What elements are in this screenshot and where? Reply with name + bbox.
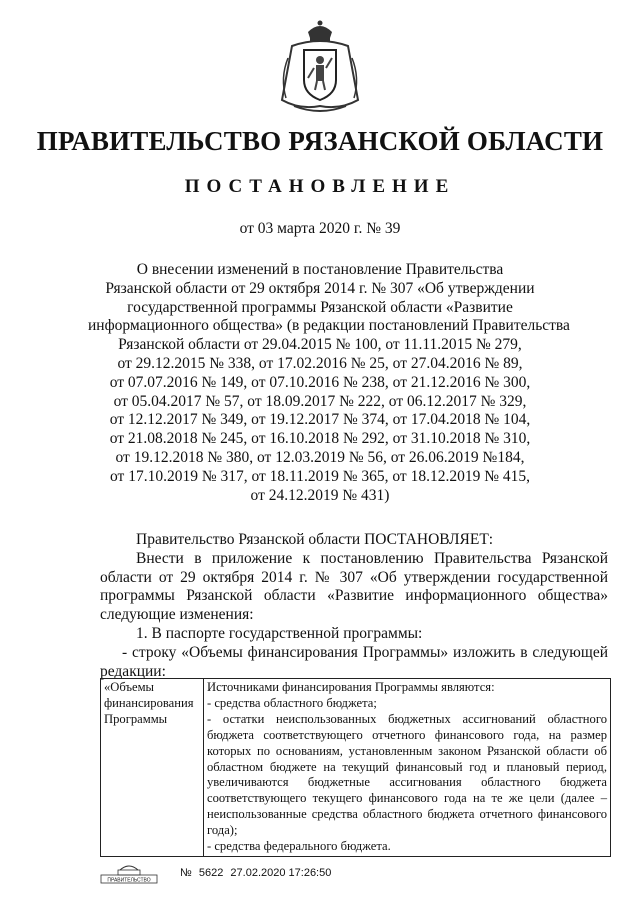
- subject-line: от 07.07.2016 № 149, от 07.10.2016 № 238, от 21.12.2016 № 300,: [109, 373, 531, 391]
- subject-line: информационного общества» (в редакции постановлений Правительства: [88, 317, 570, 335]
- registration-datetime: 27.02.2020 17:26:50: [230, 867, 332, 879]
- document-date-number: от 03 марта 2020 г. № 39: [239, 220, 401, 237]
- intro-paragraph: Внести в приложение к постановлению Правительства Рязанской области от 29 октября 2014 г. № 307 «Об утверждении государственной программы Рязанской области «Развитие информационного общества» следующие изменения:: [100, 550, 608, 623]
- item-1-instruction: - строку «Объемы финансирования Программы» изложить в следующей редакции:: [100, 644, 608, 680]
- subject-line: от 21.08.2018 № 245, от 16.10.2018 № 292, от 31.10.2018 № 310,: [109, 430, 531, 448]
- subject-line: Рязанской области от 29.04.2015 № 100, от 11.11.2015 № 279,: [118, 336, 522, 354]
- subject-line: от 05.04.2017 № 57, от 18.09.2017 № 222, от 06.12.2017 № 329,: [113, 392, 527, 410]
- content-line: - остатки неиспользованных бюджетных ассигнований областного бюджета соответствующего отчетного финансового года, на размер которых по основаниям, установленным законом Рязанской области об областном бюджете на текущий финансовый год и плановый период, увеличиваются бюджетные ассигнования областного бюджета соответствующего текущего финансового года на те же цели (далее – неиспользованные средства областного бюджета отчетного финансового года);: [207, 711, 607, 838]
- coat-of-arms-icon: [270, 18, 370, 118]
- label-line: Программы: [104, 711, 168, 726]
- decree-statement: Правительство Рязанской области ПОСТАНОВЛЯЕТ:: [136, 531, 494, 548]
- subject-line: государственной программы Рязанской области «Развитие: [127, 298, 513, 316]
- subject-line: Рязанской области от 29 октября 2014 г. № 307 «Об утверждении: [105, 279, 535, 297]
- financing-table: [100, 678, 611, 857]
- registration-number: 5622: [198, 867, 224, 879]
- document-subject: [88, 261, 570, 505]
- content-line: - средства областного бюджета;: [207, 695, 377, 710]
- subject-line: от 19.12.2018 № 380, от 12.03.2019 № 56, от 26.06.2019 №184,: [115, 448, 525, 466]
- table-cell-content: [204, 679, 611, 857]
- content-line: - средства федерального бюджета.: [207, 839, 391, 854]
- subject-line: от 17.10.2019 № 317, от 18.11.2019 № 365, от 18.12.2019 № 415,: [110, 467, 530, 485]
- label-line: финансирования: [104, 695, 194, 710]
- registry-stamp-icon: [100, 862, 158, 884]
- subject-line: от 12.12.2017 № 349, от 19.12.2017 № 374, от 17.04.2018 № 104,: [109, 411, 531, 429]
- document-type: ПОСТАНОВЛЕНИЕ: [184, 176, 456, 197]
- registration-info: [180, 867, 335, 879]
- subject-line: от 29.12.2015 № 338, от 17.02.2016 № 25, от 27.04.2016 № 89,: [117, 354, 523, 372]
- number-sign: №: [180, 867, 192, 879]
- government-title: ПРАВИТЕЛЬСТВО РЯЗАНСКОЙ ОБЛАСТИ: [36, 126, 604, 156]
- label-line: «Объемы: [104, 680, 155, 694]
- stamp-label: ПРАВИТЕЛЬСТВО: [107, 877, 151, 884]
- document-footer: [100, 862, 520, 886]
- table-cell-label: [101, 679, 204, 857]
- item-1-heading: 1. В паспорте государственной программы:: [136, 625, 423, 642]
- content-line: Источниками финансирования Программы являются:: [207, 680, 495, 694]
- subject-line: О внесении изменений в постановление Правительства: [136, 261, 504, 278]
- subject-line: от 24.12.2019 № 431): [250, 486, 390, 504]
- table-row: [101, 679, 611, 857]
